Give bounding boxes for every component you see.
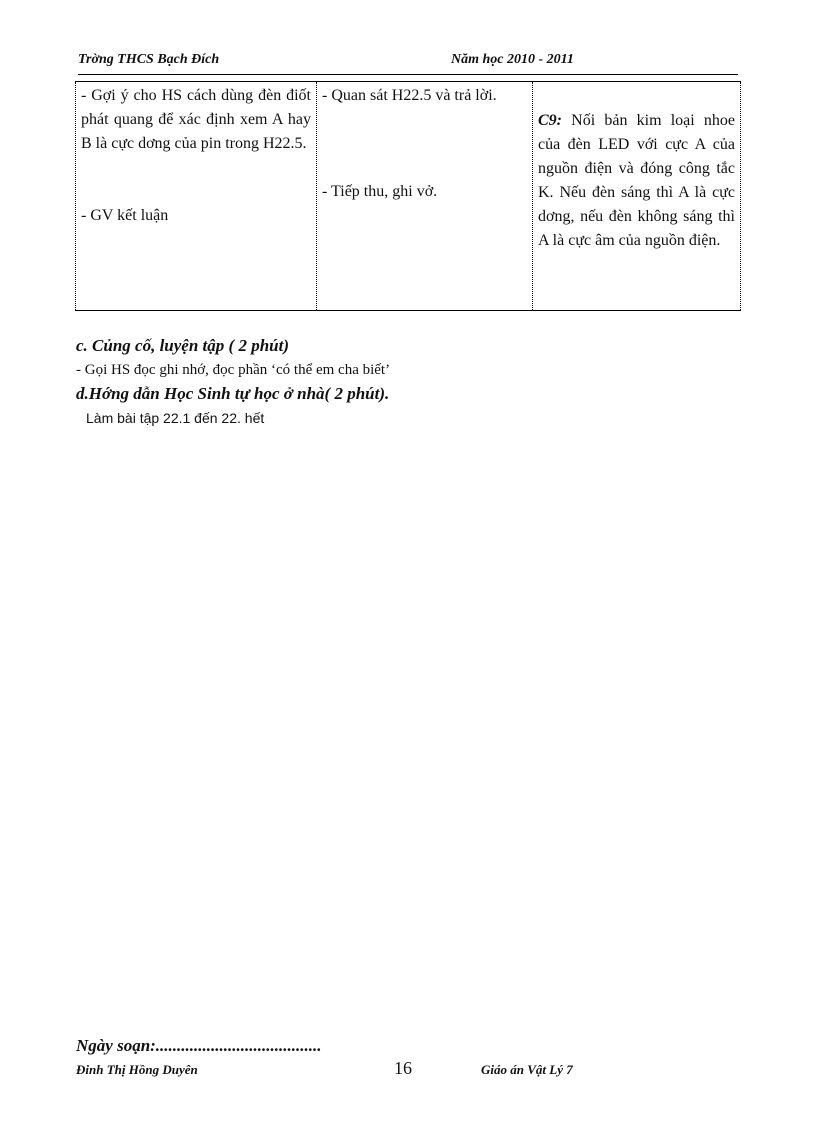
- c9-label: C9:: [538, 112, 562, 129]
- teacher-activity-cell: [76, 82, 317, 311]
- c9-text: Nối bản kim loại nhoe của đèn LED với cực A của nguồn điện và đóng công tắc K. Nếu đèn sáng thì A là cực dơng, nếu đèn không sáng thì A là cực âm của nguồn điện.: [538, 112, 735, 249]
- school-name: Trờng THCS Bạch Đích: [78, 52, 220, 67]
- author-name: Đinh Thị Hồng Duyên: [76, 1062, 198, 1077]
- content-cell: [533, 82, 741, 311]
- teacher-activity-hint: - Gợi ý cho HS cách dùng đèn điốt phát quang để xác định xem A hay B là cực dơng của pin trong H22.5.: [81, 87, 311, 152]
- student-activity-observe: - Quan sát H22.5 và trả lời.: [322, 87, 497, 104]
- section-c-line: - Gọi HS đọc ghi nhớ, đọc phần ‘có thể em cha biết’: [76, 362, 391, 378]
- page-header: [78, 52, 738, 75]
- c9-answer: [538, 109, 735, 253]
- table-row: [76, 82, 741, 311]
- student-activity-cell: [317, 82, 533, 311]
- section-d-title: d.Hớng dẫn Học Sinh tự học ở nhà( 2 phút).: [76, 384, 390, 403]
- student-activity-note: - Tiếp thu, ghi vở.: [322, 183, 438, 200]
- section-c-title: c. Củng cố, luyện tập ( 2 phút): [76, 336, 289, 355]
- lesson-table: [75, 81, 741, 311]
- section-d-line: Làm bài tập 22.1 đến 22. hết: [86, 410, 265, 426]
- preparation-date: Ngày soạn:.......................................: [76, 1036, 322, 1055]
- book-title: Giáo án Vật Lý 7: [481, 1062, 573, 1077]
- school-year: Năm học 2010 - 2011: [451, 52, 574, 67]
- page-number: 16: [394, 1058, 412, 1078]
- teacher-activity-conclusion: - GV kết luận: [81, 207, 169, 224]
